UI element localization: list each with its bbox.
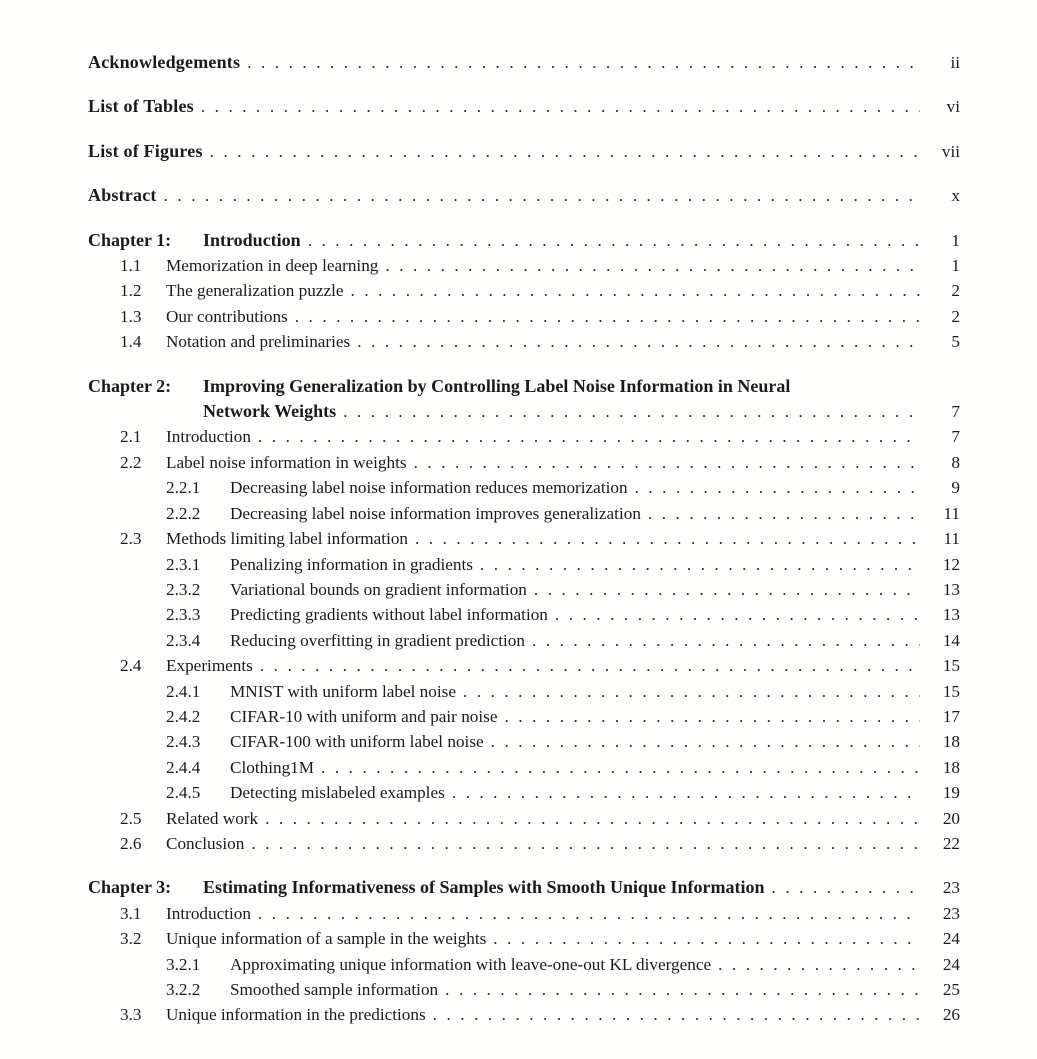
toc-entry-section-1-3 — [88, 304, 960, 329]
section-number: 3.3 — [120, 1005, 142, 1025]
entry-title: List of Figures — [88, 140, 203, 161]
subsection-number: 2.3.2 — [166, 579, 201, 599]
toc-entry-list-of-tables — [88, 94, 960, 119]
entry-page-number: vi — [946, 97, 960, 117]
toc-entry-subsection-2-4-4 — [88, 755, 960, 780]
dot-leader — [433, 1002, 920, 1027]
section-title: Related work — [166, 808, 259, 828]
subsection-title: Decreasing label noise information improves generalization — [230, 503, 641, 523]
subsection-title: MNIST with uniform label noise — [230, 681, 456, 701]
toc-entry-list-of-figures — [88, 139, 960, 164]
subsection-title: Reducing overfitting in gradient prediction — [230, 630, 525, 650]
dot-leader — [210, 139, 920, 164]
dot-leader — [258, 424, 920, 449]
dot-leader — [635, 475, 920, 500]
entry-page-number: ii — [950, 53, 960, 72]
chapter-label: Chapter 1: — [88, 229, 172, 250]
dot-leader — [308, 228, 920, 253]
dot-leader — [164, 183, 920, 208]
entry-page-number: 14 — [942, 630, 960, 650]
section-number: 2.3 — [120, 529, 142, 549]
entry-page-number: 26 — [942, 1005, 960, 1025]
subsection-title: Smoothed sample information — [230, 980, 439, 999]
entry-page-number: 15 — [942, 656, 960, 676]
subsection-number: 2.4.2 — [166, 706, 201, 726]
toc-entry-subsection-2-2-1 — [88, 475, 960, 500]
section-title: Methods limiting label information — [166, 529, 409, 549]
toc-entry-section-2-6 — [88, 831, 960, 856]
toc-entry-acknowledgements — [88, 50, 960, 75]
subsection-number: 2.3.4 — [166, 630, 201, 650]
dot-leader — [414, 450, 920, 475]
entry-title: List of Tables — [88, 96, 194, 117]
entry-title: Acknowledgements — [88, 52, 241, 72]
section-number: 2.4 — [120, 656, 142, 676]
toc-entry-subsection-3-2-2 — [88, 977, 960, 1002]
toc-entry-subsection-2-3-3 — [88, 602, 960, 627]
subsection-title: Approximating unique information with leave-one-out KL divergence — [230, 954, 712, 974]
toc-entry-subsection-2-2-2 — [88, 501, 960, 526]
subsection-title: Predicting gradients without label information — [230, 605, 548, 625]
section-title: Memorization in deep learning — [166, 256, 379, 276]
subsection-number: 2.4.1 — [166, 681, 201, 701]
section-number: 2.6 — [120, 833, 142, 853]
section-title: Notation and preliminaries — [166, 332, 351, 352]
dot-leader — [247, 50, 920, 75]
dot-leader — [201, 94, 920, 119]
toc-entry-section-1-4 — [88, 329, 960, 354]
subsection-title: Clothing1M — [230, 757, 315, 777]
dot-leader — [480, 552, 920, 577]
toc-entry-section-2-5 — [88, 806, 960, 831]
dot-leader — [772, 875, 920, 900]
dot-leader — [555, 602, 920, 627]
section-number: 2.1 — [120, 427, 142, 447]
dot-leader — [351, 278, 920, 303]
section-number: 2.5 — [120, 808, 142, 828]
entry-page-number: 23 — [942, 878, 960, 898]
section-title: Label noise information in weights — [166, 452, 407, 472]
dot-leader — [532, 628, 920, 653]
entry-page-number: 17 — [942, 706, 960, 726]
dot-leader — [463, 679, 920, 704]
dot-leader — [258, 901, 920, 926]
entry-page-number: x — [951, 186, 960, 206]
section-number: 1.3 — [120, 306, 142, 326]
subsection-number: 2.4.4 — [166, 757, 201, 777]
dot-leader — [260, 653, 920, 678]
section-title: Unique information of a sample in the weights — [166, 929, 487, 949]
entry-page-number: 20 — [942, 808, 960, 828]
entry-page-number: 25 — [942, 980, 960, 999]
entry-page-number: 15 — [942, 681, 960, 701]
toc-entry-section-3-1 — [88, 901, 960, 926]
toc-entry-section-2-3 — [88, 526, 960, 551]
toc-entry-subsection-2-3-4 — [88, 628, 960, 653]
subsection-number: 2.2.2 — [166, 503, 201, 523]
chapter-label: Chapter 2: — [88, 375, 172, 396]
subsection-number: 2.4.5 — [166, 783, 201, 803]
section-number: 1.1 — [120, 256, 142, 276]
toc-entry-chapter-3 — [88, 875, 960, 900]
section-title: Introduction — [166, 427, 251, 447]
section-number: 3.2 — [120, 929, 142, 949]
toc-entry-section-3-2 — [88, 926, 960, 951]
dot-leader — [718, 952, 920, 977]
entry-page-number: 9 — [951, 478, 960, 498]
section-title: Experiments — [166, 656, 253, 676]
toc-entry-chapter-2-line1 — [88, 374, 960, 399]
entry-page-number: 23 — [942, 903, 960, 923]
subsection-title: CIFAR-100 with uniform label noise — [230, 732, 484, 752]
chapter-title: Estimating Informativeness of Samples with Smooth Unique Information — [203, 877, 765, 898]
entry-page-number: 22 — [942, 833, 960, 853]
toc-entry-section-2-2 — [88, 450, 960, 475]
subsection-title: CIFAR-10 with uniform and pair noise — [230, 706, 498, 726]
toc-entry-subsection-2-4-3 — [88, 729, 960, 754]
toc-entry-section-1-2 — [88, 278, 960, 303]
subsection-title: Variational bounds on gradient information — [230, 579, 527, 599]
dot-leader — [265, 806, 920, 831]
entry-page-number: 12 — [942, 554, 960, 574]
dot-leader — [357, 329, 920, 354]
entry-page-number: 19 — [942, 783, 960, 803]
section-number: 3.1 — [120, 903, 142, 923]
section-title: Conclusion — [166, 833, 245, 853]
chapter-title: Introduction — [203, 229, 301, 250]
section-title: Introduction — [166, 903, 251, 923]
entry-page-number: 8 — [951, 452, 960, 472]
dot-leader — [343, 399, 920, 424]
section-number: 2.2 — [120, 452, 142, 472]
toc-entry-abstract — [88, 183, 960, 208]
toc-entry-subsection-2-4-1 — [88, 679, 960, 704]
entry-page-number: 7 — [951, 427, 960, 447]
subsection-number: 3.2.1 — [166, 954, 201, 974]
subsection-number: 3.2.2 — [166, 980, 201, 999]
dot-leader — [295, 304, 920, 329]
entry-page-number: 7 — [951, 402, 960, 422]
entry-page-number: 1 — [951, 230, 960, 250]
chapter-title-line1: Improving Generalization by Controlling Label Noise Information in Neural — [203, 375, 791, 396]
toc-entry-section-2-1 — [88, 424, 960, 449]
entry-page-number: 2 — [951, 306, 960, 326]
subsection-title: Decreasing label noise information reduces memorization — [230, 478, 628, 498]
section-number: 1.4 — [120, 332, 142, 352]
subsection-number: 2.2.1 — [166, 478, 201, 498]
dot-leader — [251, 831, 920, 856]
entry-page-number: vii — [941, 141, 960, 161]
dot-leader — [452, 780, 920, 805]
section-title: Unique information in the predictions — [166, 1005, 426, 1025]
section-title: The generalization puzzle — [166, 281, 344, 301]
dot-leader — [415, 526, 920, 551]
chapter-label: Chapter 3: — [88, 877, 172, 898]
entry-page-number: 18 — [942, 757, 960, 777]
toc-entry-section-1-1 — [88, 253, 960, 278]
entry-page-number: 18 — [942, 732, 960, 752]
toc-entry-chapter-1 — [88, 228, 960, 253]
toc-entry-subsection-2-3-2 — [88, 577, 960, 602]
entry-page-number: 24 — [942, 929, 960, 949]
toc-entry-subsection-2-3-1 — [88, 552, 960, 577]
entry-page-number: 13 — [942, 605, 960, 625]
toc-entry-section-3-3 — [88, 1002, 960, 1027]
dot-leader — [493, 926, 920, 951]
entry-page-number: 1 — [951, 256, 960, 276]
toc-entry-section-2-4 — [88, 653, 960, 678]
toc-entry-subsection-3-2-1 — [88, 952, 960, 977]
dot-leader — [491, 729, 920, 754]
toc-entry-subsection-2-4-5 — [88, 780, 960, 805]
subsection-number: 2.3.1 — [166, 554, 201, 574]
entry-title: Abstract — [88, 185, 157, 206]
entry-page-number: 11 — [943, 529, 960, 549]
toc-entry-chapter-2-line2 — [88, 399, 960, 424]
entry-page-number: 5 — [951, 332, 960, 352]
section-number: 1.2 — [120, 281, 142, 301]
entry-page-number: 11 — [943, 503, 960, 523]
dot-leader — [648, 501, 920, 526]
subsection-number: 2.3.3 — [166, 605, 201, 625]
dot-leader — [321, 755, 920, 780]
entry-page-number: 13 — [942, 579, 960, 599]
subsection-title: Detecting mislabeled examples — [230, 783, 445, 803]
dot-leader — [534, 577, 920, 602]
entry-page-number: 2 — [951, 281, 960, 301]
chapter-title-line2: Network Weights — [203, 401, 337, 422]
subsection-number: 2.4.3 — [166, 732, 201, 752]
dot-leader — [445, 977, 920, 1002]
subsection-title: Penalizing information in gradients — [230, 554, 473, 574]
toc-entry-subsection-2-4-2 — [88, 704, 960, 729]
section-title: Our contributions — [166, 306, 288, 326]
dot-leader — [385, 253, 920, 278]
dot-leader — [505, 704, 921, 729]
entry-page-number: 24 — [942, 954, 960, 974]
